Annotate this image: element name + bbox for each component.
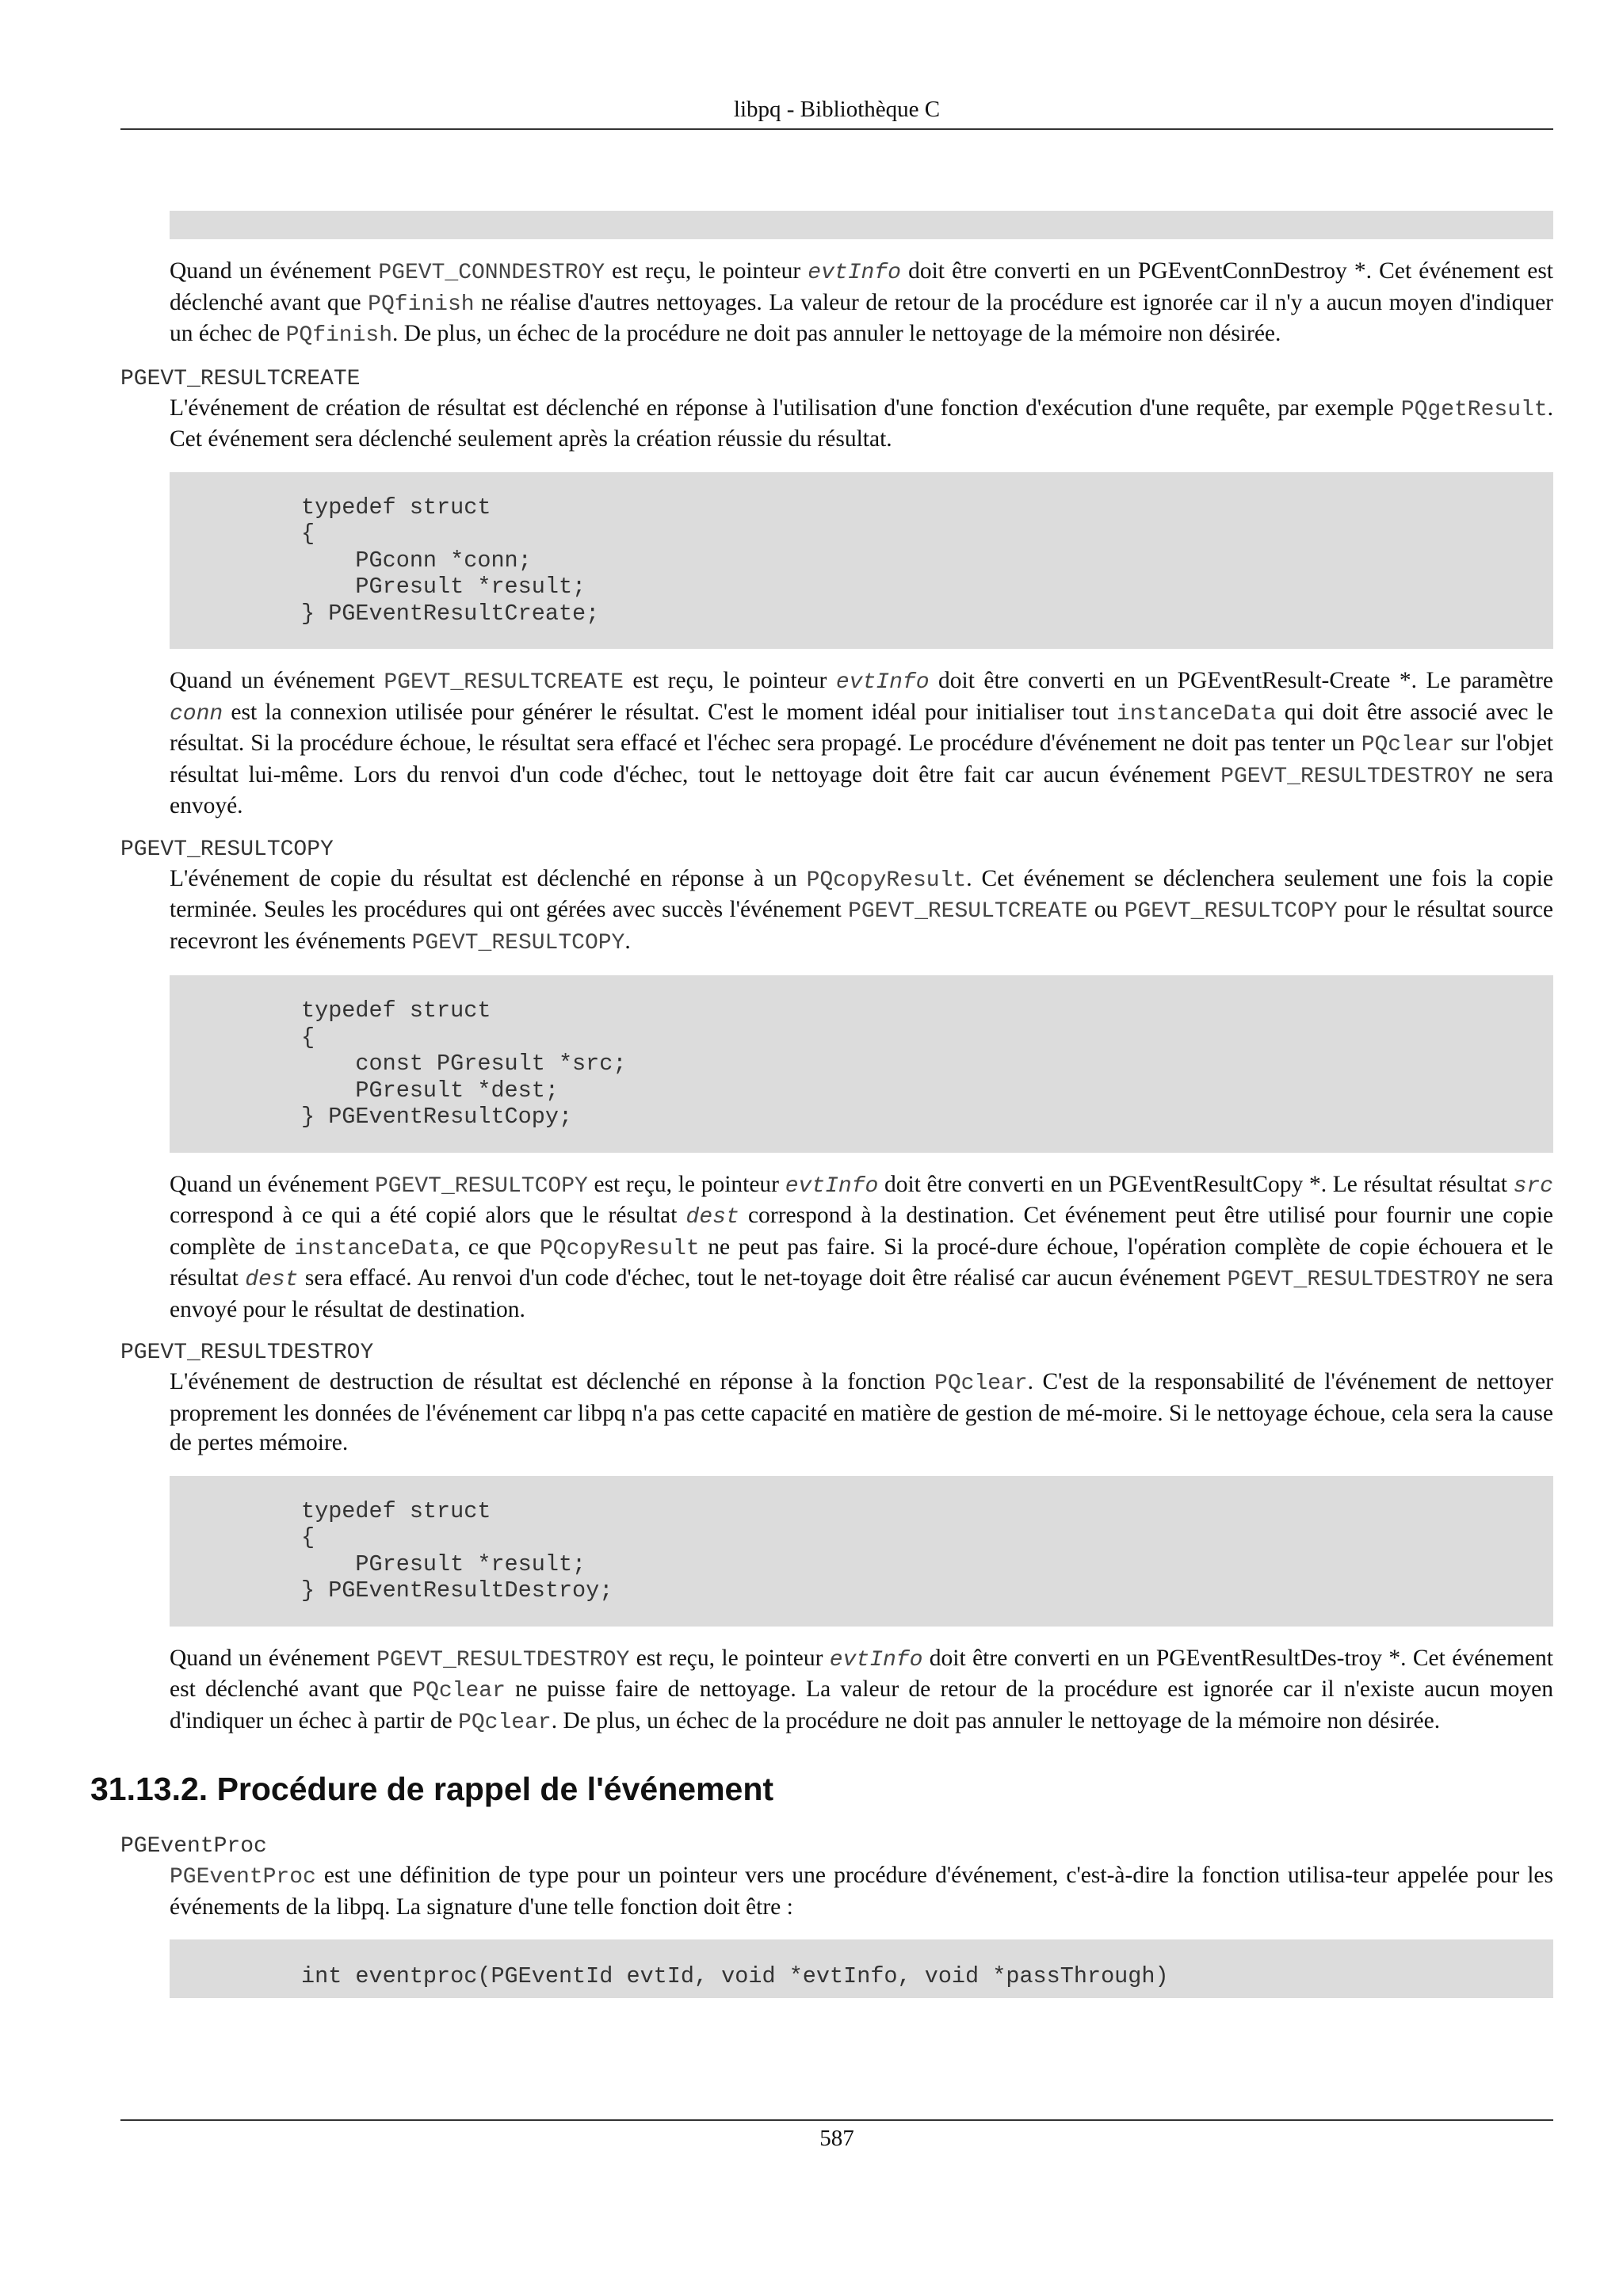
page-number: 587 bbox=[819, 2126, 854, 2151]
text: L'événement de destruction de résultat est déclenché en réponse à la fonction bbox=[170, 1369, 935, 1394]
inline-code: PQfinish bbox=[285, 323, 393, 348]
inline-code: PGEVT_RESULTCOPY bbox=[411, 930, 625, 955]
term-pgeventproc: PGEventProc bbox=[120, 1834, 267, 1859]
text: . De plus, un échec de la procédure ne doit pas annuler le nettoyage de la mémoire non désirée. bbox=[392, 321, 1281, 346]
inline-code: PQfinish bbox=[368, 292, 475, 317]
inline-code: instanceData bbox=[294, 1236, 454, 1261]
inline-code: PQclear bbox=[412, 1679, 506, 1703]
inline-code: dest bbox=[245, 1268, 299, 1292]
text: ou bbox=[1087, 897, 1125, 922]
text: ne puisse faire de nettoyage. La valeur de retour de la procédure est ignorée car il n'existe aucun moyen d'indiquer un échec à partir de bbox=[170, 1676, 1553, 1733]
inline-code: evtInfo bbox=[829, 1647, 923, 1672]
text: . Cet événement sera déclenché seulement après la création réussie du résultat. bbox=[170, 395, 1553, 452]
inline-code: PQgetResult bbox=[1400, 397, 1548, 422]
inline-code: PGEVT_RESULTDESTROY bbox=[376, 1647, 630, 1672]
text: est reçu, le pointeur bbox=[629, 1645, 830, 1671]
eventproc-description bbox=[170, 1861, 1553, 1922]
code-block-resultcopy: typedef struct { const PGresult *src; PGresult *dest; } PGEventResultCopy; bbox=[170, 975, 1553, 1153]
inline-code: evtInfo bbox=[835, 670, 930, 695]
inline-code: PGEventProc bbox=[170, 1865, 316, 1890]
text: . De plus, un échec de la procédure ne doit pas annuler le nettoyage de la mémoire non désirée. bbox=[551, 1707, 1441, 1733]
text: L'événement de création de résultat est déclenché en réponse à l'utilisation d'une fonction d'exécution d'une requête, par exemple bbox=[170, 395, 1401, 421]
code-block-resultdestroy: typedef struct { PGresult *result; } PGEventResultDestroy; bbox=[170, 1476, 1553, 1627]
text: Quand un événement bbox=[170, 258, 379, 284]
inline-code: PQclear bbox=[934, 1371, 1028, 1396]
text: ne peut pas faire. Si la procé-dure échoue, l'opération complète de copie échouera et le résultat bbox=[170, 1234, 1554, 1291]
text: qui doit être associé avec le résultat. Si la procédure échoue, le résultat sera effacé et l'échec sera propagé. Le procédure d'événement ne doit pas tenter un bbox=[170, 699, 1553, 756]
inline-code: dest bbox=[685, 1205, 739, 1230]
inline-code: PGEVT_RESULTCREATE bbox=[848, 899, 1088, 924]
section-heading: 31.13.2. Procédure de rappel de l'événement bbox=[90, 1771, 774, 1807]
text: est une définition de type pour un pointeur vers une procédure d'événement, c'est-à-dire la fonction utilisa-teur appelée pour les événements de la libpq. La signature d'une telle fonction doit être : bbox=[170, 1863, 1553, 1920]
page-content bbox=[90, 211, 1554, 1998]
term-resultdestroy: PGEVT_RESULTDESTROY bbox=[120, 1341, 374, 1365]
text: ne sera envoyé pour le résultat de destination. bbox=[170, 1265, 1553, 1322]
inline-code: PGEVT_RESULTCOPY bbox=[374, 1173, 588, 1199]
text: doit être converti en un PGEventResult-Create *. Le paramètre bbox=[929, 668, 1553, 693]
inline-code: evtInfo bbox=[785, 1173, 879, 1199]
code-block-resultcreate: typedef struct { PGconn *conn; PGresult *result; } PGEventResultCreate; bbox=[170, 472, 1553, 650]
text: sera effacé. Au renvoi d'un code d'échec, tout le net-toyage doit être réalisé car aucun événement bbox=[298, 1265, 1228, 1291]
inline-code: PQclear bbox=[1361, 733, 1455, 757]
term-resultcreate: PGEVT_RESULTCREATE bbox=[120, 366, 361, 391]
text: Quand un événement bbox=[170, 1645, 377, 1671]
inline-code: PQcopyResult bbox=[806, 868, 967, 893]
text: Quand un événement bbox=[170, 668, 384, 693]
resultcopy-description bbox=[170, 864, 1553, 959]
inline-code: PGEVT_CONNDESTROY bbox=[378, 261, 605, 285]
text: sur l'objet résultat lui-même. Lors du renvoi d'un code d'échec, tout le nettoyage doit être fait car aucun événement bbox=[170, 730, 1553, 788]
text: . C'est de la responsabilité de l'événement de nettoyer proprement les données de l'événement car libpq n'a pas cette capacité en matière de gestion de mé-moire. Si le nettoyage échoue, cela sera la cause de pertes mémoire. bbox=[170, 1369, 1553, 1455]
inline-code: PQclear bbox=[458, 1710, 552, 1735]
text: , ce que bbox=[453, 1234, 540, 1260]
inline-code: PGEVT_RESULTDESTROY bbox=[1227, 1268, 1480, 1292]
conndestroy-paragraph bbox=[170, 257, 1553, 351]
resultcreate-description bbox=[170, 394, 1553, 455]
inline-code: instanceData bbox=[1116, 701, 1277, 727]
inline-code: conn bbox=[170, 701, 223, 727]
text: doit être converti en un PGEventResultCopy *. Le résultat résultat bbox=[878, 1171, 1514, 1197]
text: correspond à la destination. Cet événement peut être utilisé pour fournir une copie complète de bbox=[170, 1203, 1553, 1260]
code-block-eventproc: int eventproc(PGEventId evtId, void *evtInfo, void *passThrough) bbox=[170, 1939, 1553, 1998]
header-title: libpq - Bibliothèque C bbox=[733, 97, 941, 122]
text: Quand un événement bbox=[170, 1171, 375, 1197]
inline-code: PGEVT_RESULTCREATE bbox=[384, 670, 624, 695]
text: ne réalise d'autres nettoyages. La valeur de retour de la procédure est ignorée car il n'y a aucun moyen d'indiquer un échec de bbox=[170, 289, 1553, 346]
text: ne sera envoyé. bbox=[170, 761, 1553, 818]
inline-code: evtInfo bbox=[808, 261, 901, 285]
resultcreate-after-paragraph bbox=[170, 666, 1553, 822]
resultdestroy-after-paragraph bbox=[170, 1644, 1553, 1738]
inline-code: PQcopyResult bbox=[540, 1236, 700, 1261]
text: L'événement de copie du résultat est déclenché en réponse à un bbox=[170, 865, 807, 891]
text: . bbox=[624, 928, 631, 954]
page-footer bbox=[120, 2119, 1553, 2154]
term-resultcopy: PGEVT_RESULTCOPY bbox=[120, 837, 334, 862]
text: est reçu, le pointeur bbox=[605, 258, 808, 284]
text: correspond à ce qui a été copié alors que le résultat bbox=[170, 1203, 686, 1228]
text: . Cet événement se déclenchera seulement une fois la copie terminée. Seules les procédures qui ont gérées avec succès l'événement bbox=[170, 865, 1553, 922]
code-block-tail bbox=[170, 211, 1553, 239]
inline-code: PGEVT_RESULTCOPY bbox=[1124, 899, 1338, 924]
inline-code: PGEVT_RESULTDESTROY bbox=[1220, 764, 1474, 789]
resultdestroy-description bbox=[170, 1367, 1553, 1459]
text: est la connexion utilisée pour générer le résultat. C'est le moment idéal pour initialiser tout bbox=[223, 699, 1117, 725]
text: doit être converti en un PGEventConnDestroy *. Cet événement est déclenché avant que bbox=[170, 258, 1553, 315]
text: pour le résultat source recevront les événements bbox=[170, 897, 1554, 954]
resultcopy-after-paragraph bbox=[170, 1170, 1553, 1325]
text: est reçu, le pointeur bbox=[623, 668, 836, 693]
text: doit être converti en un PGEventResultDes-troy *. Cet événement est déclenché avant que bbox=[170, 1645, 1553, 1702]
text: est reçu, le pointeur bbox=[587, 1171, 785, 1197]
page-header bbox=[120, 93, 1553, 130]
inline-code: src bbox=[1513, 1173, 1553, 1199]
